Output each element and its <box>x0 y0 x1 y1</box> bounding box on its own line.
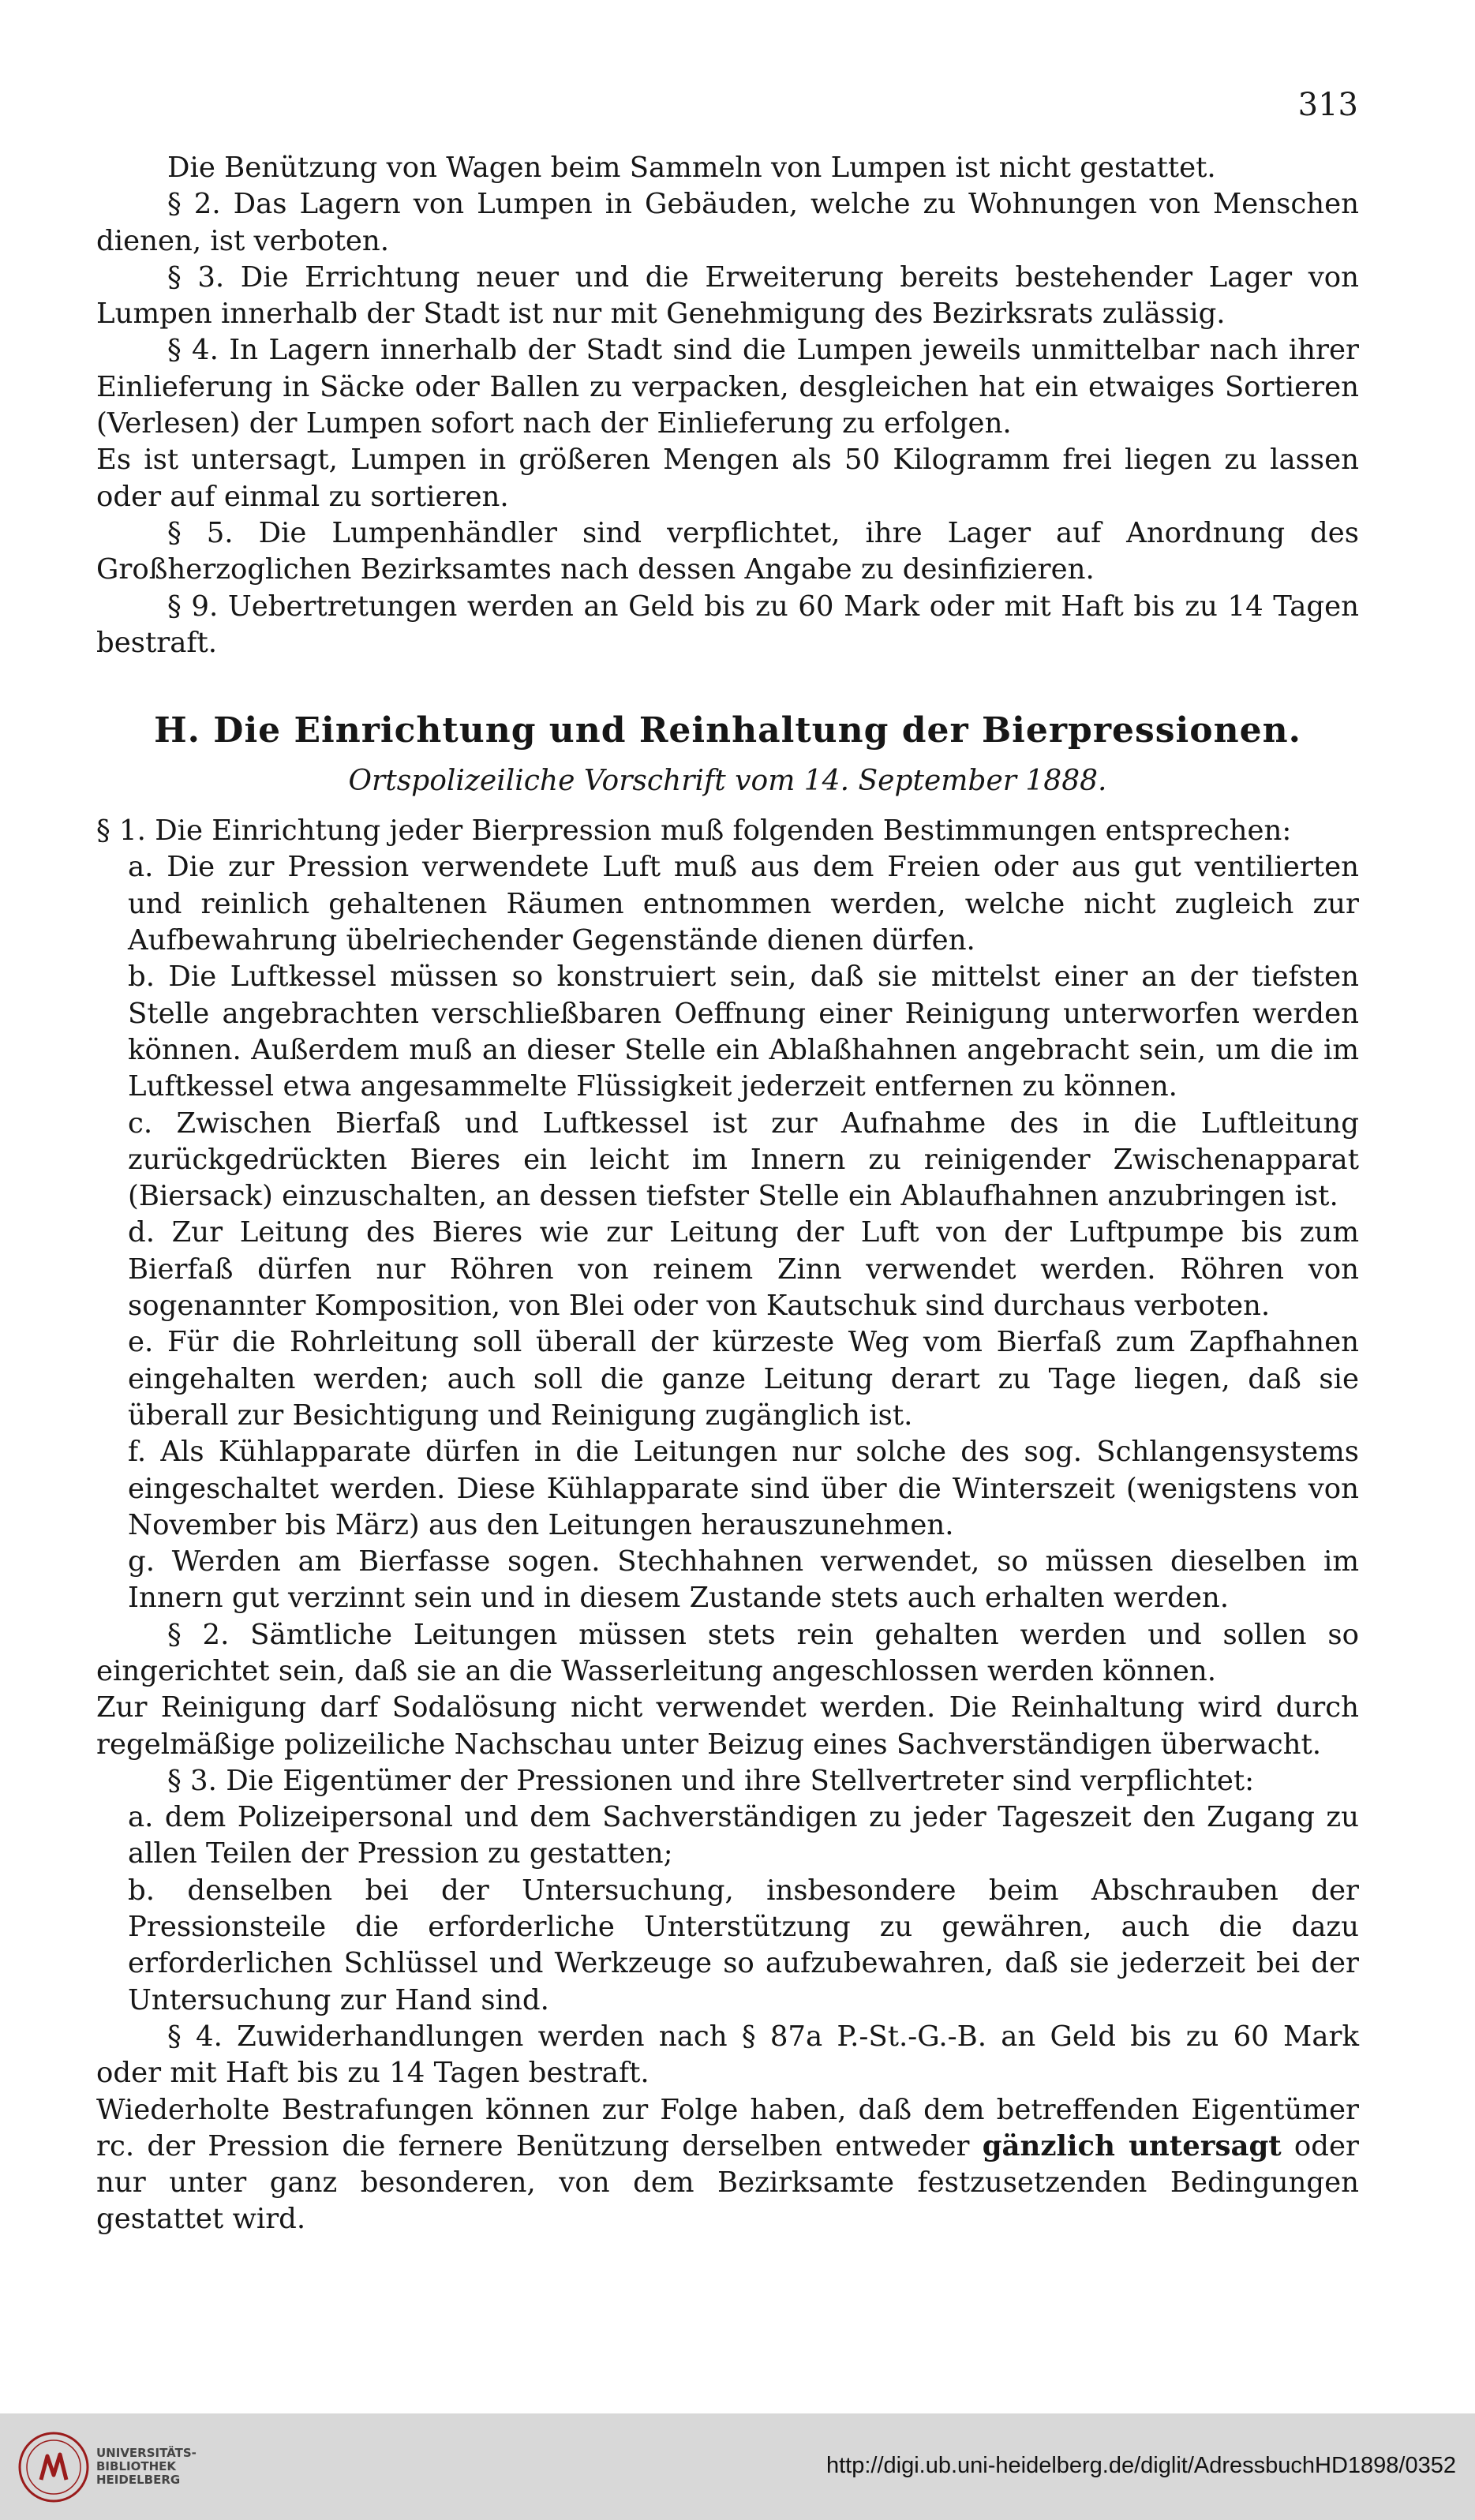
logo-line: BIBLIOTHEK <box>96 2459 176 2473</box>
university-library-logo[interactable] <box>17 2429 203 2504</box>
library-seal-icon <box>17 2431 90 2503</box>
list-item-g: g. Werden am Bierfasse sogen. Stechhahnen verwendet, so müssen dieselben im Innern gut verzinnt sein und in diesem Zustande stets auch erhalten werden. <box>128 1545 1359 1615</box>
section-heading: H. Die Einrichtung und Reinhaltung der Bierpressionen. <box>154 710 1301 751</box>
list-item-c: c. Zwischen Bierfaß und Luftkessel ist zur Aufnahme des in die Luftleitung zurückgedrückten Bieres ein leicht im Innern zu reinigender Zwischenapparat (Biersack) einzuschalten, an dessen tiefster Stelle ein Ablaufhahnen anzubringen ist. <box>128 1106 1359 1213</box>
list-item-a: a. Die zur Pression verwendete Luft muß aus dem Freien oder aus gut ventilierten und reinlich gehaltenen Räumen entnommen werden, welche nicht zugleich zur Aufbewahrung übelriechender Gegenstände dienen dürfen. <box>128 851 1359 957</box>
paragraph: Zur Reinigung darf Sodalösung nicht verwendet werden. Die Reinhaltung wird durch regelmäßige polizeiliche Nachschau unter Beizug eines Sachverständigen überwacht. <box>96 1691 1359 1761</box>
viewer-footer-bar <box>0 2413 1475 2520</box>
paragraph <box>96 2092 1359 2238</box>
logo-line: UNIVERSITÄTS- <box>96 2446 197 2460</box>
page-number: 313 <box>1297 87 1358 123</box>
list-item-e: e. Für die Rohrleitung soll überall der kürzeste Weg vom Bierfaß zum Zapfhahnen eingehalten werden; auch soll die ganze Leitung derart zu Tage liegen, daß sie überall zur Besichtigung und Reinigung zugänglich ist. <box>128 1326 1359 1432</box>
logo-line: HEIDELBERG <box>96 2473 181 2487</box>
paragraph-section-2: § 2. Sämtliche Leitungen müssen stets rein gehalten werden und sollen so eingerichtet sein, daß sie an die Wasserleitung angeschlossen werden können. <box>96 1618 1359 1687</box>
logo-text <box>96 2447 207 2487</box>
paragraph: Die Benützung von Wagen beim Sammeln von Lumpen ist nicht gestattet. <box>167 152 1216 184</box>
list-item-b: b. denselben bei der Untersuchung, insbesondere beim Abschrauben der Pressionsteile die erforderliche Unterstützung zu gewähren, auch die dazu erforderlichen Schlüssel und Werkzeuge so aufzubewahren, daß sie jederzeit bei der Untersuchung zur Hand sind. <box>128 1874 1359 2016</box>
paragraph-section-4: § 4. Zuwiderhandlungen werden nach § 87a P.-St.-G.-B. an Geld bis zu 60 Mark oder mit Haft bis zu 14 Tagen bestraft. <box>96 2020 1359 2090</box>
paragraph-section-1: § 1. Die Einrichtung jeder Bierpression muß folgenden Bestimmungen entsprechen: <box>96 814 1292 848</box>
paragraph-section-4: § 4. In Lagern innerhalb der Stadt sind die Lumpen jeweils unmittelbar nach ihrer Einlieferung in Säcke oder Ballen zu verpacken, desgleichen hat ein etwaiges Sortieren (Verlesen) der Lumpen sofort nach der Einlieferung zu erfolgen. <box>96 334 1359 440</box>
paragraph-section-3: § 3. Die Errichtung neuer und die Erweiterung bereits bestehender Lager von Lumpen innerhalb der Stadt ist nur mit Genehmigung des Bezirksrats zulässig. <box>96 260 1359 331</box>
paragraph-text: oder nur unter ganz besonderen, von dem Bezirksamte festzusetzenden Bedingungen gestattet wird. <box>96 2129 1359 2236</box>
paragraph-section-3: § 3. Die Eigentümer der Pressionen und ihre Stellvertreter sind verpflichtet: <box>167 1764 1255 1797</box>
emphasized-text: gänzlich untersagt <box>982 2129 1282 2162</box>
section-subheading: Ortspolizeiliche Vorschrift vom 14. September 1888. <box>348 765 1107 798</box>
paragraph-text: Wiederholte Bestrafungen können zur Folge haben, daß dem betreffenden Eigentümer rc. der Pression die fernere Benützung derselben entweder <box>96 2093 1359 2162</box>
paragraph-section-2: § 2. Das Lagern von Lumpen in Gebäuden, welche zu Wohnungen von Menschen dienen, ist verboten. <box>96 188 1359 257</box>
list-item-b: b. Die Luftkessel müssen so konstruiert sein, daß sie mittelst einer an der tiefsten Stelle angebrachten verschließbaren Oeffnung einer Reinigung unterworfen werden können. Außerdem muß an dieser Stelle ein Ablaßhahnen angebracht sein, um die im Luftkessel etwa angesammelte Flüssigkeit jederzeit entfernen zu können. <box>128 960 1359 1103</box>
document-url[interactable]: http://digi.ub.uni-heidelberg.de/diglit/AdressbuchHD1898/0352 <box>825 2453 1456 2478</box>
page-body <box>96 150 1359 2238</box>
paragraph: Es ist untersagt, Lumpen in größeren Mengen als 50 Kilogramm frei liegen zu lassen oder auf einmal zu sortieren. <box>96 444 1359 513</box>
list-item-d: d. Zur Leitung des Bieres wie zur Leitung der Luft von der Luftpumpe bis zum Bierfaß dürfen nur Röhren von reinem Zinn verwendet werden. Röhren von sogenannter Komposition, von Blei oder von Kautschuk sind durchaus verboten. <box>128 1216 1359 1323</box>
paragraph-section-9: § 9. Uebertretungen werden an Geld bis zu 60 Mark oder mit Haft bis zu 14 Tagen bestraft. <box>96 590 1359 659</box>
list-item-a: a. dem Polizeipersonal und dem Sachverständigen zu jeder Tageszeit den Zugang zu allen Teilen der Pression zu gestatten; <box>128 1801 1359 1870</box>
list-item-f: f. Als Kühlapparate dürfen in die Leitungen nur solche des sog. Schlangensystems eingeschaltet werden. Diese Kühlapparate sind über die Winterszeit (wenigstens von November bis März) aus den Leitungen herauszunehmen. <box>128 1436 1359 1541</box>
paragraph-section-5: § 5. Die Lumpenhändler sind verpflichtet, ihre Lager auf Anordnung des Großherzoglichen Bezirksamtes nach dessen Angabe zu desinfizieren. <box>96 516 1359 586</box>
